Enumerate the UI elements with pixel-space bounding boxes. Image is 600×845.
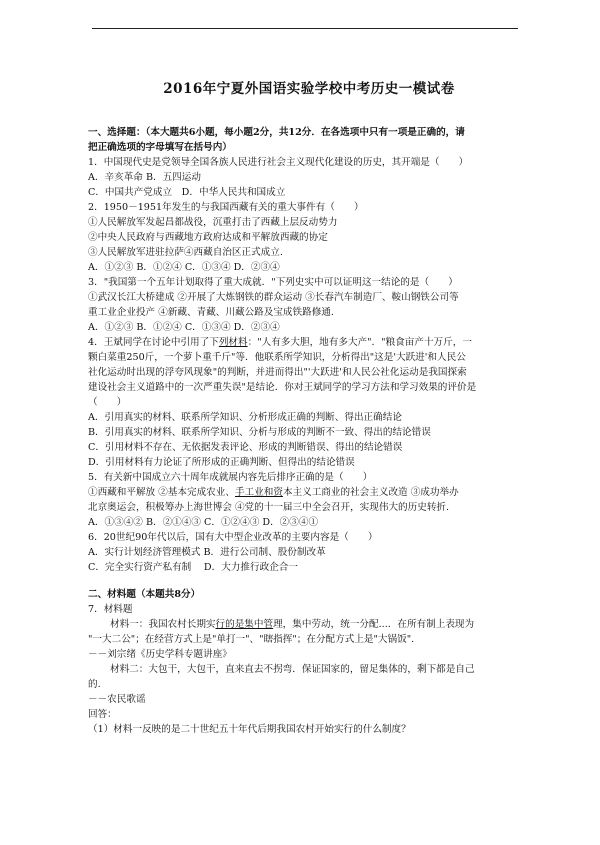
question-1: 1．中国现代史是党领导全国各族人民进行社会主义现代化建设的历史，其开端是（ ） A．辛亥革命 B．五四运动 C．中国共产党成立 D．中华人民共和国成立 <box>88 157 469 198</box>
section1-heading: 一、选择题：（本大题共6小题，每小题2分，共12分．在各选项中只有一项是正确的，请 把正确选项的字母填写在括号内） <box>88 127 465 153</box>
question-3: 3．"我国第一个五年计划取得了重大成就．"下列史实中可以证明这一结论的是（ ） ①武汉长江大桥建成 ②开展了大炼钢铁的群众运动 ③长春汽车制造厂、鞍山钢铁公司等 重工业企业投产 ④新藏、青藏、川藏公路及宝成铁路修通. A．①②③ B．①②④ C．①③④ D．②③④ <box>88 277 459 333</box>
question-7: 7．材料题 材料一：我国农村长期实行的是集中管理，集中劳动，统一分配...．在所有制上表现为 "一大二公"；在经营方式上是"单打一"、"瞎指挥"；在分配方式上是"大锅饭". －－刘宗绪《历史学科专题讲座》 材料二：大包干，大包干，直来直去不拐弯．保证国家的，留足集体的，剩下都是自己 的. －－农民歌谣 回答： （1）材料一反映的是二十世纪五十年代后期我国农村开始实行的什么制度？ <box>88 604 475 735</box>
exam-title: 2016年宁夏外国语实验学校中考历史一模试卷 <box>163 81 455 97</box>
question-6: 6．20世纪90年代以后，国有大中型企业改革的主要内容是（ ） A．实行计划经济管理模式 B．进行公司制、股份制改革 C．完全实行资产私有制 D．大力推行政企合一 <box>88 532 378 573</box>
top-rule <box>92 28 518 29</box>
question-4: 4．王斌同学在讨论中引用了下列材料："人有多大胆，地有多大产"．"粮食亩产十万斤，一 颗白菜重250斤，一个萝卜重千斤"等．他联系所学知识，分析得出"这是'大跃进'和人民公 社化运动时出现的浮夸风现象"的判断，并进而得出"'大跃进'和人民公社化运动是我国探索 建设社会主义道路中的一次严重失误"是结论．你对王斌同学的学习方法和学习效果的评价是 （ ） A．引用真实的材料、联系所学知识、分析形成正确的判断、得出正确结论 B．引用真实的材料、联系所学知识、分析与形成的判断不一致、得出的结论错误 C．引用材料不存在、无依据发表评论、形成的判断错误、得出的结论错误 D．引用材料有力论证了所形成的正确判断、但得出的结论错误 <box>88 337 477 468</box>
exam-page <box>88 82 530 737</box>
question-2: 2．1950－1951年发生的与我国西藏有关的重大事件有（ ） ①人民解放军发起昌都战役，沉重打击了西藏上层反动势力 ②中央人民政府与西藏地方政府达成和平解放西藏的协定 ③人民解放军进驻拉萨④西藏自治区正式成立. A．①②③ B．①②④ C．①③④ D．②③④ <box>88 202 364 273</box>
question-5: 5．有关新中国成立六十周年成就展内容先后排序正确的是（ ） ①西藏和平解放 ②基本完成农业、手工业和资本主义工商业的社会主义改造 ③成功举办 北京奥运会，积极筹办上海世博会 ④党的十一届三中全会召开，实现伟大的历史转折. A．①③④② B．②①④③ C．①②④③ D．②③④① <box>88 472 459 528</box>
section2-heading: 二、材料题（本题共8分） <box>88 589 201 600</box>
